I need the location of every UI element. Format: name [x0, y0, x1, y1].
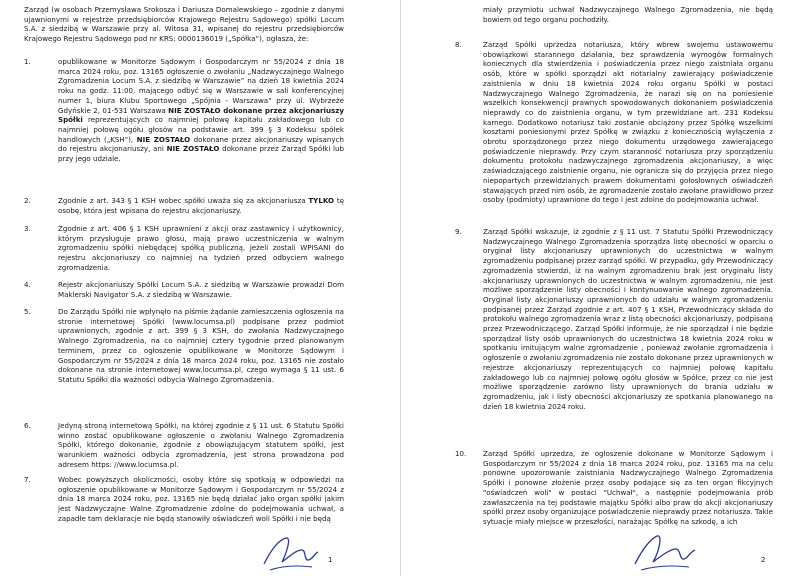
signature-mark [256, 532, 322, 574]
list-item-4: Rejestr akcjonariuszy Spółki Locum S.A. z siedzibą w Warszawie prowadzi Dom Maklerski Navigator S.A. z siedzibą w Warszawie. [58, 280, 344, 299]
continuation-paragraph: miały przymiotu uchwał Nadzwyczajnego Walnego Zgromadzenia, nie będą bowiem od tego organu pochodziły. [483, 5, 773, 24]
page-number-1: 1 [328, 556, 333, 564]
item-number-10: 10. [455, 449, 467, 458]
list-item-5: Do Zarządu Spółki nie wpłynęło na piśmie żądanie zamieszczenia ogłoszenia na stronie internetowej Spółki (www.locumsa.pl) podpisane przez podmiot uprawnionych, zgodnie z art. 399 § 3 KSH, do zwołania Nadzwyczajnego Walnego Zgromadzenia, na co najmniej cztery tygodnie przed planowanym terminem, przez co ogłoszenie opublikowane w Monitorze Sądowym i Gospodarczym nr 55/2024 z dnia 18 marca 2024 roku, poz. 13165 nie zostało dokonane na stronie internetowej www.locumsa.pl, czego wymaga § 11 ust. 6 Statutu Spółki dla ważności odbycia Walnego Zgromadzenia. [58, 307, 344, 384]
item-number-3: 3. [24, 224, 31, 233]
list-item-8: Zarząd Spółki uprzedza notariusza, który wbrew swojemu ustawowemu obowiązkowi starannego działania, bez sprawdzenia wymogów formalnych koniecznych dla stwierdzenia i poświadczenia przez niego zaistniała organu osób, które w spółki sporządzi akt notarialny zawierający poświadczenie zaistnienia w dniu 18 kwietnia 2024 roku organu Spółki w postaci Nadzwyczajnego Walnego Zgromadzenia, że narazi się on na poniesienie wszelkich konsekwencji prawnych spowodowanych dokonaniem poświadczenia nieprawdy co do zaistnienia organu, w tym przewidziane art. 231 Kodeksu karnego. Dodatkowo notariusz taki zostanie obciążony przez Spółkę wszelkimi kosztami poniesionymi przez Spółkę w związku z koniecznością wyłączenia z obrotu sporządzonego przez niego dokumentu urzędowego zawierającego poświadczenie nieprawdy. Przy czym staranność notariusza przy sporządzeniu dokumentu protokołu nadzwyczajnego zgromadzenia akcjonariuszy, a więc zaświadczającego zaistnienie organu, nie ogranicza się do przyjęcia przez niego niepopartych przewidzianych prawem dokumentami gołosłownych oświadczeń stawających przed nim osób, że zgromadzenie zostało zwołane prawidłowo przez osoby (podmioty) uprawnione do tego i jest zdolne do podejmowania uchwał. [483, 40, 773, 205]
intro-paragraph: Zarząd (w osobach Przemysława Srokosza i Dariusza Domalewskiego – zgodnie z danymi ujawnionymi w rejestrze przedsiębiorców Krajowego Rejestru Sądowego) spółki Locum S.A. z siedzibą w Warszawie przy al. Witosa 31, wpisanej do rejestru przedsiębiorców Krajowego Rejestru Sądowego pod nr KRS: 0000136019 („Spółka”), ogłasza, że: [24, 5, 344, 44]
list-item-7: Wobec powyższych okoliczności, osoby które się spotkają w odpowiedzi na ogłoszenie opublikowane w Monitorze Sądowym i Gospodarczym nr 55/2024 z dnia 18 marca 2024 roku, poz. 13165 nie będą działać jako organ spółki jakim jest Nadzwyczajne Walne Zgromadzenie zdolne do podejmowania uchwał, a zapadłe tam deklaracje nie będą stanowiły oświadczeń woli Spółki i nie będą [58, 475, 344, 523]
list-item-1: opublikowane w Monitorze Sądowym i Gospodarczym nr 55/2024 z dnia 18 marca 2024 roku, poz. 13165 ogłoszenie o zwołaniu „Nadzwyczajnego Walnego Zgromadzenia Locum S.A. z siedzibą w Warszawie” na dzień 18 kwietnia 2024 roku na godz. 11:00, mającego odbyć się w Warszawie w sali konferencyjnej numer 1, biura Klubu Sportowego „Spójnia - Warszawa” przy ul. Wybrzeże Gdyńskie 2, 01-531 Warszawa NIE ZOSTAŁO dokonane przez akcjonariuszy Spółki reprezentujących co najmniej połowę kapitału zakładowego lub co najmniej połowę ogółu głosów na podstawie art. 399 § 3 Kodeksu spółek handlowych („KSH”), NIE ZOSTAŁO dokonane przez akcjonariuszy wpisanych do rejestru akcjonariuszy, ani NIE ZOSTAŁO dokonane przez Zarząd Spółki lub przy jego udziale. [58, 57, 344, 164]
item-number-7: 7. [24, 475, 31, 484]
list-item-6: Jedyną stroną internetową Spółki, na której zgodnie z § 11 ust. 6 Statutu Spółki winno zostać opublikowane ogłoszenie o zwołaniu Walnego Zgromadzenia Spółki, którego dokonanie, zgodnie z obowiązującym statutem spółki, jest warunkiem ważności odbycia zgromadzenia, jest strona prowadzona pod adresem https: //www.locumsa.pl. [58, 421, 344, 469]
item-number-9: 9. [455, 227, 462, 236]
item-number-4: 4. [24, 280, 31, 289]
list-item-3: Zgodnie z art. 406 § 1 KSH uprawnieni z akcji oraz zastawnicy i użytkownicy, którym przysługuje prawo głosu, mają prawo uczestniczenia w walnym zgromadzeniu spółki niebędącej spółką publiczną, jeżeli zostali WPISANI do rejestru akcjonariuszy co najmniej na tydzień przed odbyciem walnego zgromadzenia. [58, 224, 344, 272]
list-item-10: Zarząd Spółki uprzedza, że ogłoszenie dokonane w Monitorze Sądowym i Gospodarczym nr 55/2024 z dnia 18 marca 2024 roku, poz. 13165 ma na celu ponowne upozorowanie zaistniania Nadzwyczajnego Walnego Zgromadzenia Spółki i ponowne złożenie przez osoby podające się za ten organ fikcyjnych "oświadczeń woli" w postaci "Uchwał", a następnie podejmowania prób zawłaszczenia na tej podstawie majątku Spółki albo praw do akcji akcjonariuszy spółki przez osoby organizujące poświadczenie nieprawdy przez notariusza. Takie sytuacje miały miejsce w przeszłości, narażając Spółkę na szkodę, a ich [483, 449, 773, 526]
list-item-2: Zgodnie z art. 343 § 1 KSH wobec spółki uważa się za akcjonariusza TYLKO tę osobę, która jest wpisana do rejestru akcjonariuszy. [58, 196, 344, 215]
item-number-2: 2. [24, 196, 31, 205]
document-page-2 [400, 0, 800, 576]
item-number-5: 5. [24, 307, 31, 316]
item-number-6: 6. [24, 421, 31, 430]
signature-mark-2 [629, 530, 699, 574]
page-number-2: 2 [761, 556, 766, 564]
item-number-1: 1. [24, 57, 31, 66]
item-number-8: 8. [455, 40, 462, 49]
list-item-9: Zarząd Spółki wskazuje, iż zgodnie z § 11 ust. 7 Statutu Spółki Przewodniczący Nadzwyczajnego Walnego Zgromadzenia sporządza listę obecności w oparciu o oryginał listy akcjonariuszy uprawnionych do uczestnictwa w walnym zgromadzeniu podpisanej przez zarząd spółki. W przypadku, gdy Przewodniczący zgromadzenia stwierdzi, iż na walnym zgromadzeniu brak jest oryginału listy akcjonariuszy uprawnionych do uczestnictwa w walnym zgromadzeniu, nie jest możliwe sporządzenie listy obecności i kontynuowanie walnego zgromadzenia. Oryginał listy akcjonariuszy uprawnionych do udziału w walnym zgromadzeniu podpisanej przez Zarząd zgodnie z art. 407 § 1 KSH, Przewodniczący składa do protokołu walnego zgromadzenia wraz z listą obecności akcjonariuszy, podpisaną przez Przewodniczącego. Zarząd Spółki informuje, że nie sporządzał i nie będzie sporządzał listy osób uprawnionych do uczestnictwa 18 kwietnia 2024 roku w spotkaniu imitującym walne zgromadzenie , ponieważ zwołanie zgromadzenia i ogłoszenie o zwołaniu zgromadzenia nie zostało dokonane przez uprawnionych w rejestrze akcjonariuszy reprezentujących co najmniej połowę kapitału zakładowego lub co najmniej połowę ogółu głosów w Spółce, przez co nie jest możliwe sporządzenie zarówno listy uprawnionych do brania udziału w zgromadzeniu, jak i listy obecności akcjonariuszy ze spotkania planowanego na dzień 18 kwietnia 2024 roku. [483, 227, 773, 411]
